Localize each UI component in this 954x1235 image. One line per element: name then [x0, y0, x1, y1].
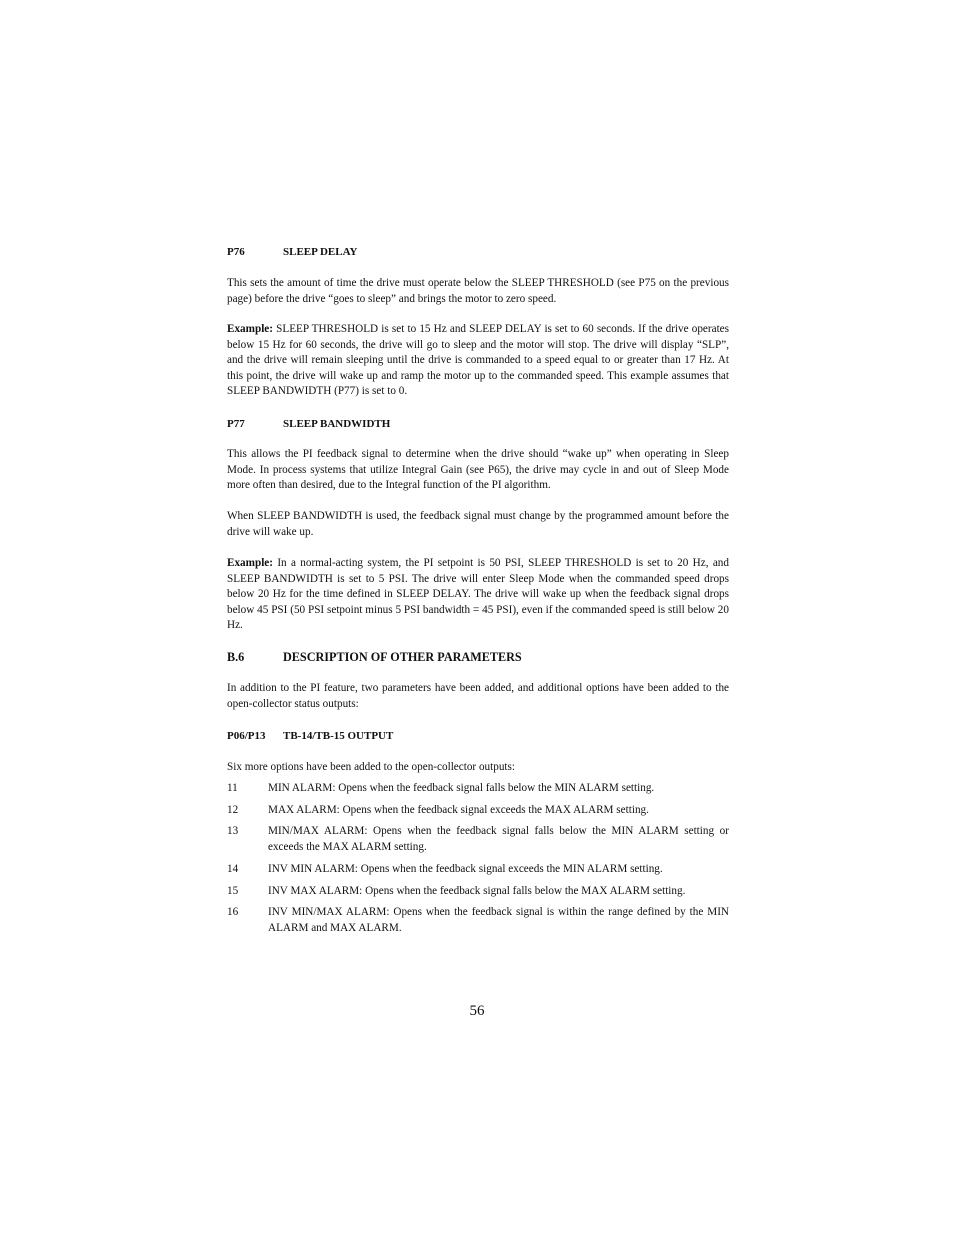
section-heading-p06-p13	[227, 729, 393, 743]
list-item	[227, 884, 729, 900]
parameter-title: TB-14/TB-15 OUTPUT	[283, 730, 394, 742]
section-heading-b6	[227, 650, 522, 665]
list-item	[227, 781, 729, 797]
option-number: 13	[227, 825, 239, 837]
parameter-code: P76	[227, 246, 245, 258]
paragraph-p76-example	[227, 322, 729, 400]
list-item	[227, 862, 729, 878]
option-number: 14	[227, 863, 239, 875]
option-description: INV MIN/MAX ALARM: Opens when the feedback signal is within the range defined by the MIN ALARM and MAX ALARM.	[268, 906, 729, 934]
option-description: INV MIN ALARM: Opens when the feedback signal exceeds the MIN ALARM setting.	[268, 863, 663, 875]
example-label: Example:	[227, 557, 273, 569]
option-number: 12	[227, 804, 239, 816]
paragraph-p76-description: This sets the amount of time the drive must operate below the SLEEP THRESHOLD (see P75 on the previous page) before the drive “goes to sleep” and brings the motor to zero speed.	[227, 277, 729, 305]
section-heading-p76	[227, 245, 358, 259]
option-description: MIN ALARM: Opens when the feedback signal falls below the MIN ALARM setting.	[268, 782, 655, 794]
page-number: 56	[469, 1003, 485, 1019]
example-text: SLEEP THRESHOLD is set to 15 Hz and SLEEP DELAY is set to 60 seconds. If the drive operates below 15 Hz for 60 seconds, the drive will go to sleep and the motor will stop. The drive will display “SLP”, and the drive will remain sleeping until the drive is commanded to a speed equal to or greater than 17 Hz. At this point, the drive will wake up and ramp the motor up to the commanded speed. This example assumes that SLEEP BANDWIDTH (P77) is set to 0.	[227, 323, 730, 398]
list-item	[227, 824, 729, 855]
paragraph-p77-example	[227, 556, 729, 634]
paragraph-p06-intro: Six more options have been added to the open-collector outputs:	[227, 761, 516, 773]
list-item	[227, 905, 729, 936]
option-number: 16	[227, 906, 239, 918]
paragraph-p77-usage: When SLEEP BANDWIDTH is used, the feedback signal must change by the programmed amount before the drive will wake up.	[227, 510, 729, 538]
option-description: MAX ALARM: Opens when the feedback signal exceeds the MAX ALARM setting.	[268, 804, 649, 816]
option-description: INV MAX ALARM: Opens when the feedback signal falls below the MAX ALARM setting.	[268, 885, 686, 897]
option-number: 15	[227, 885, 239, 897]
option-number: 11	[227, 782, 238, 794]
example-label: Example:	[227, 323, 273, 335]
section-heading-p77	[227, 417, 390, 431]
section-title: DESCRIPTION OF OTHER PARAMETERS	[283, 650, 522, 664]
parameter-code: P06/P13	[227, 730, 266, 742]
paragraph-p77-description: This allows the PI feedback signal to determine when the drive should “wake up” when operating in Sleep Mode. In process systems that utilize Integral Gain (see P65), the drive may cycle in and out of Sleep Mode more often than desired, due to the Integral function of the PI algorithm.	[227, 448, 729, 492]
example-text: In a normal-acting system, the PI setpoint is 50 PSI, SLEEP THRESHOLD is set to 20 Hz, and SLEEP BANDWIDTH is set to 5 PSI. The drive will enter Sleep Mode when the commanded speed drops below 20 Hz for the time defined in SLEEP DELAY. The drive will wake up when the feedback signal drops below 45 PSI (50 PSI setpoint minus 5 PSI bandwidth = 45 PSI), even if the commanded speed is still below 20 Hz.	[227, 557, 729, 632]
parameter-code: P77	[227, 418, 245, 430]
list-item	[227, 803, 729, 819]
parameter-title: SLEEP DELAY	[283, 246, 358, 258]
section-number: B.6	[227, 650, 245, 664]
option-description: MIN/MAX ALARM: Opens when the feedback signal falls below the MIN ALARM setting or exceeds the MAX ALARM setting.	[268, 825, 729, 853]
paragraph-b6-intro: In addition to the PI feature, two parameters have been added, and additional options have been added to the open-collector status outputs:	[227, 682, 729, 710]
parameter-title: SLEEP BANDWIDTH	[283, 418, 391, 430]
